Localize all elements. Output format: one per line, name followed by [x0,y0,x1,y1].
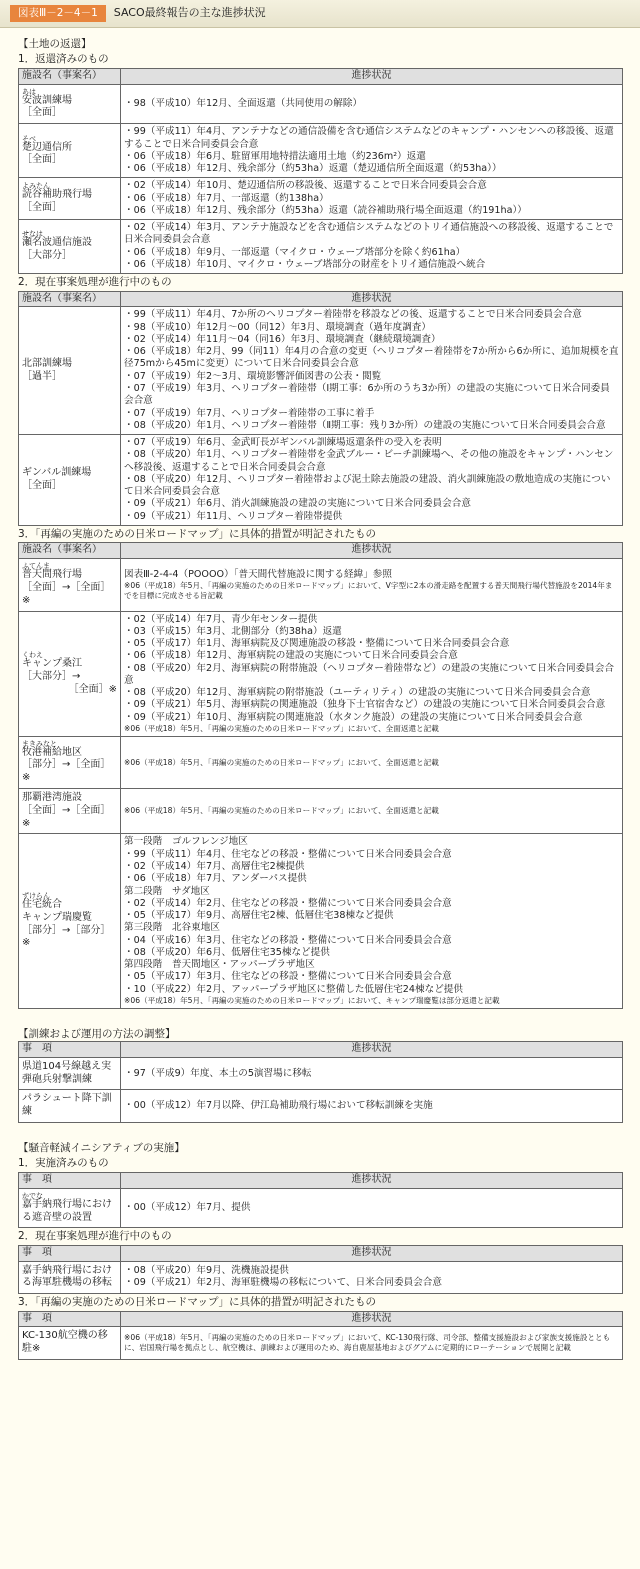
land-s1-title: 1．返還済みのもの [18,53,109,66]
table-row [19,435,623,526]
header-row [19,291,623,307]
progress-cell [121,611,623,736]
figure-label: 図表Ⅲ－2－4－1 [10,5,106,22]
furigana: くわえ [22,650,43,659]
noise-s1-title: 1．実施済みのもの [18,1157,109,1170]
return-scope: ［全面］ [22,154,62,166]
training-table [18,1041,623,1123]
header-row [19,543,623,559]
figure-title: SACO最終報告の主な進捗状況 [113,6,266,20]
progress-item: ・98（平成10）年12月、全面返還（共同使用の解除） [124,97,363,109]
furigana: あは [22,87,36,96]
facility-name-cell [19,1188,121,1228]
return-scope: ［部分］→［全面］※ [22,759,111,784]
furigana: かでな [22,1191,43,1200]
table-row [19,1090,623,1123]
progress-item: ・10（平成22）年2月、アッパープラザ地区に整備した低層住宅24棟など提供 [124,983,463,995]
figure-title-bar [0,0,640,28]
progress-item: ・09（平成21）年2月、海軍駐機場の移転について、日米合同委員会合意 [124,1277,442,1289]
progress-item: ・02（平成14）年2月、住宅などの移設・整備について日米合同委員会合意 [124,897,452,909]
progress-item: ・02（平成14）年11月～04（同16）年3月、環境調査（継続環境調査） [124,333,441,345]
progress-note: ※06（平成18）年5月、「再編の実施のための日米ロードマップ」において、全面返還と記載 [124,806,439,816]
training-heading: 【訓練および運用の方法の調整】 [18,1027,176,1040]
progress-item: ・07（平成19）年6月、金武町長がギンバル訓練場返還条件の受入を表明 [124,437,442,449]
facility-name: 普天間飛行場 [22,569,82,581]
facility-name: 県道104号線越え実弾砲兵射撃訓練 [22,1060,112,1085]
phase-heading: 第三段階 北谷東地区 [124,922,220,934]
return-scope: ［大部分］→ [22,670,81,682]
table-row [19,220,623,274]
progress-item: ・02（平成14）年7月、青少年センター提供 [124,613,318,625]
column-header-progress: 進捗状況 [121,1245,623,1261]
progress-item: ・08（平成20）年6月、低層住宅35棟など提供 [124,946,330,958]
table-row [19,1261,623,1294]
table-row [19,834,623,1008]
facility-name-cell [19,1261,121,1294]
land-roadmap-table [18,542,623,1008]
column-header-progress: 進捗状況 [121,291,623,307]
facility-name: パラシュート降下訓練 [22,1093,112,1118]
progress-cell [121,559,623,611]
progress-item: ・06（平成18）年12月、海軍病院の建設の実施について日米合同委員会合意 [124,650,458,662]
facility-name: 嘉手納飛行場における海軍駐機場の移転 [22,1264,112,1289]
progress-cell [121,307,623,435]
facility-name: 嘉手納飛行場における遮音壁の設置 [22,1198,112,1223]
noise-done-table [18,1172,623,1228]
progress-note: ※06（平成18）年5月、「再編の実施のための日米ロードマップ」において、KC-130飛行隊、司令部、整備支援施設および家族支援施設とともに、岩国飛行場を拠点とし、航空機は、訓練および運用のため、海自鹿屋基地およびグアムに定期的にローテーションで展開と記載 [124,1333,611,1353]
progress-item: ・08（平成20）年1月、ヘリコプター着陸帯を金武ブルー・ビーチ訓練場へ、その他の施設をキャンプ・ハンセンへ移設後、返還することで日米合同委員会合意 [124,449,614,473]
progress-item: ・03（平成15）年3月、北側部分（約38ha）返還 [124,625,342,637]
progress-item: ・06（平成18）年10月、マイクロ・ウェーブ塔部分の財産をトリイ通信施設へ統合 [124,258,486,270]
furigana: よみたん [22,182,50,191]
progress-item: ・06（平成18）年7月、一部返還（約138ha） [124,192,329,204]
facility-name-cell [19,307,121,435]
furigana: せなは [22,230,43,239]
progress-item: ・00（平成12）年7月、提供 [124,1201,251,1213]
progress-item: ・99（平成11）年4月、7か所のヘリコプター着陸帯を移設などの後、返還することで日米合同委員会合意 [124,309,582,321]
table-row [19,307,623,435]
progress-item: ・05（平成17）年3月、住宅などの移設・整備について日米合同委員会合意 [124,971,452,983]
facility-name-cell [19,789,121,834]
land-in-progress-table [18,291,623,526]
progress-item: ・09（平成21）年10月、海軍病院の関連施設（水タンク施設）の建設の実施について日米合同委員会合意 [124,711,583,723]
progress-item: ・99（平成11）年4月、住宅などの移設・整備について日米合同委員会合意 [124,848,452,860]
table-row [19,789,623,834]
progress-cell [121,1261,623,1294]
return-scope: ［全面］ [22,107,62,119]
facility-name-cell [19,220,121,274]
progress-item: ・08（平成20）年2月、海軍病院の附帯施設（ヘリコプター着陸帯など）の建設の実施について日米合同委員会合意 [124,662,614,686]
progress-item: ・07（平成19）年2～3月、環境影響評価図書の公表・閲覧 [124,370,382,382]
progress-cell [121,789,623,834]
header-row [19,1245,623,1261]
progress-cell [121,435,623,526]
return-scope: ［全面］→［全面］※ [22,581,111,606]
facility-name-cell [19,84,121,124]
facility-name: 楚辺通信所 [22,141,72,153]
progress-item: ・08（平成20）年1月、ヘリコプター着陸帯（Ⅱ期工事：残り3か所）の建設の実施について日米合同委員会合意 [124,419,606,431]
facility-name-cell [19,611,121,736]
progress-item: ・06（平成18）年12月、残余部分（約53ha）返還（読谷補助飛行場全面返還（約191ha）） [124,204,527,216]
progress-item: ・06（平成18）年6月、駐留軍用地特措法適用土地（約236m²）返還 [124,150,426,162]
progress-cell [121,1327,623,1360]
progress-item: ・02（平成14）年7月、高層住宅2棟提供 [124,860,305,872]
return-scope: ［全面］ [22,202,62,214]
facility-name-cell [19,1057,121,1090]
column-header-progress: 進捗状況 [121,1042,623,1058]
progress-note: ※06（平成18）年5月、「再編の実施のための日米ロードマップ」において、全面返還と記載 [124,723,439,733]
progress-cell [121,834,623,1008]
facility-name-cell [19,124,121,178]
progress-item: 図表Ⅲ-2-4-4（POOOO）「普天間代替施設に関する経緯」参照 [124,569,392,581]
column-header-progress: 進捗状況 [121,543,623,559]
progress-note: ※06（平成18）年5月、「再編の実施のための日米ロードマップ」において、キャンプ瑞慶覧は部分返還と記載 [124,995,500,1005]
column-header-name: 施設名（事案名） [19,291,121,307]
progress-item: ・06（平成18）年12月、残余部分（約53ha）返還（楚辺通信所全面返還（約53ha）） [124,163,502,175]
progress-item: ・04（平成16）年3月、住宅などの移設・整備について日米合同委員会合意 [124,934,452,946]
facility-name: 読谷補助飛行場 [22,189,92,201]
facility-name: 安波訓練場 [22,94,72,106]
land-returned-table [18,68,623,274]
progress-cell [121,736,623,788]
table-row [19,1327,623,1360]
progress-cell [121,178,623,220]
progress-cell [121,220,623,274]
facility-name-2: キャンプ瑞慶覧 [22,911,92,923]
column-header-progress: 進捗状況 [121,68,623,84]
table-row [19,611,623,736]
facility-name: 瀬名波通信施設 [22,237,92,249]
progress-item: ・08（平成20）年12月、海軍病院の附帯施設（ユーティリティ）の建設の実施について日米合同委員会合意 [124,687,591,699]
column-header-name: 事 項 [19,1042,121,1058]
progress-item: ・02（平成14）年10月、楚辺通信所の移設後、返還することで日米合同委員会合意 [124,180,487,192]
header-row [19,68,623,84]
progress-item: ・02（平成14）年3月、アンテナ施設などを含む通信システムなどのトリイ通信施設への移設後、返還することで日米合同委員会合意 [124,222,614,246]
column-header-progress: 進捗状況 [121,1311,623,1327]
progress-item: ・09（平成21）年11月、ヘリコプター着陸帯提供 [124,510,343,522]
facility-name-cell [19,736,121,788]
furigana: ずけらん [22,891,50,900]
table-row [19,559,623,611]
facility-name-cell [19,1090,121,1123]
facility-name-cell [19,834,121,1008]
noise-s3-title: 3．「再編の実施のための日米ロードマップ」に具体的措置が明記されたもの [18,1296,377,1309]
return-scope: ［全面］ [22,480,62,491]
column-header-name: 施設名（事案名） [19,68,121,84]
progress-item: ・05（平成17）年1月、海軍病院及び関連施設の移設・整備について日米合同委員会合意 [124,638,510,650]
header-row [19,1311,623,1327]
progress-item: ・99（平成11）年4月、アンテナなどの通信設備を含む通信システムなどのキャンプ・ハンセンへの移設後、返還することで日米合同委員会合意 [124,126,614,150]
facility-name-cell [19,178,121,220]
return-scope: ［過半］ [22,370,62,382]
progress-item: ・09（平成21）年6月、消火訓練施設の建設の実施について日米合同委員会合意 [124,498,471,510]
facility-name: ギンバル訓練場 [22,467,92,479]
table-row [19,1188,623,1228]
land-s2-title: 2．現在事案処理が進行中のもの [18,276,172,289]
noise-s2-title: 2．現在事案処理が進行中のもの [18,1230,172,1243]
furigana: ふてんま [22,562,50,571]
progress-item: ・06（平成18）年7月、アンダーパス提供 [124,873,307,885]
noise-in-progress-table [18,1245,623,1294]
facility-name: 那覇港湾施設 [22,792,82,804]
table-row [19,1057,623,1090]
progress-cell [121,124,623,178]
phase-heading: 第一段階 ゴルフレンジ地区 [124,836,248,848]
progress-item: ・97（平成9）年度、本土の5演習場に移転 [124,1067,312,1079]
facility-name-cell [19,1327,121,1360]
table-row [19,736,623,788]
return-scope: ［部分］→［部分］※ [22,924,111,949]
furigana: まきみなと [22,739,57,748]
progress-item: ・08（平成20）年12月、ヘリコプター着陸帯および泥土除去施設の建設、消火訓練施設の敷地造成の実施について日米合同委員会合意 [124,473,611,498]
header-row [19,1172,623,1188]
progress-cell [121,1188,623,1228]
noise-heading: 【騒音軽減イニシアティブの実施】 [18,1142,185,1155]
progress-item: ・00（平成12）年7月以降、伊江島補助飛行場において移転訓練を実施 [124,1100,433,1112]
progress-item: ・06（平成18）年2月、99（同11）年4月の合意の変更（ヘリコプター着陸帯を7か所から6か所に、追加規模を直径75mから45mに変更）について日米合同委員会合意 [124,346,619,370]
facility-name: 北部訓練場 [22,357,72,369]
progress-note: ※06（平成18）年5月、「再編の実施のための日米ロードマップ」において、全面返還と記載 [124,757,439,767]
facility-name: キャンプ桑江 [22,657,82,669]
table-row [19,178,623,220]
column-header-name: 施設名（事案名） [19,543,121,559]
phase-heading: 第二段階 サダ地区 [124,885,210,897]
progress-cell [121,84,623,124]
column-header-progress: 進捗状況 [121,1172,623,1188]
phase-heading: 第四段階 普天間地区・アッパープラザ地区 [124,959,315,971]
progress-note: ※06（平成18）年5月、「再編の実施のための日米ロードマップ」において、V字型に2本の滑走路を配置する普天間飛行場代替施設を2014年までを目標に完成させる旨記載 [124,581,613,600]
column-header-name: 事 項 [19,1172,121,1188]
furigana: そべ [22,134,36,143]
progress-cell [121,1090,623,1123]
progress-item: ・05（平成17）年9月、高層住宅2棟、低層住宅38棟など提供 [124,910,394,922]
land-s3-title: 3．「再編の実施のための日米ロードマップ」に具体的措置が明記されたもの [18,527,377,540]
progress-item: ・07（平成19）年7月、ヘリコプター着陸帯の工事に着手 [124,407,375,419]
facility-name-cell [19,559,121,611]
facility-name-cell [19,435,121,526]
progress-item: ・09（平成21）年5月、海軍病院の関連施設（独身下士官宿舎など）の建設の実施について日米合同委員会合意 [124,699,606,711]
return-scope: ［大部分］ [22,250,72,262]
progress-item: ・07（平成19）年3月、ヘリコプター着陸帯（Ⅰ期工事：6か所のうち3か所）の建設の実施について日米合同委員会合意 [124,383,610,407]
table-row [19,124,623,178]
progress-item: ・06（平成18）年9月、一部返還（マイクロ・ウェーブ塔部分を除く約61ha） [124,246,466,258]
header-row [19,1042,623,1058]
facility-name: 牧港補給地区 [22,746,82,758]
column-header-name: 事 項 [19,1311,121,1327]
facility-name: KC-130航空機の移駐※ [22,1330,108,1355]
noise-roadmap-table [18,1311,623,1360]
return-scope: ［全面］→［全面］※ [22,804,111,829]
land-heading: 【土地の返還】 [18,38,92,50]
table-row [19,84,623,124]
progress-cell [121,1057,623,1090]
facility-name: 住宅統合 [22,898,62,910]
column-header-name: 事 項 [19,1245,121,1261]
progress-item: ・98（平成10）年12月～00（同12）年3月、環境調査（過年度調査） [124,321,431,333]
return-scope-2: ［全面］※ [68,683,117,695]
progress-item: ・08（平成20）年9月、洗機施設提供 [124,1265,289,1277]
